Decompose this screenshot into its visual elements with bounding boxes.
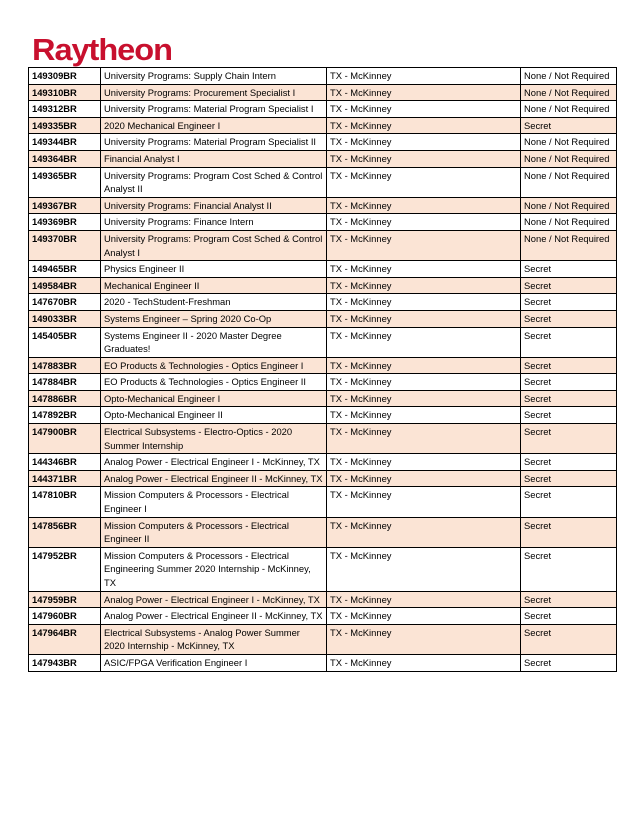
job-title-cell: University Programs: Procurement Specialist I	[101, 84, 327, 101]
table-row	[29, 84, 617, 101]
table-row	[29, 150, 617, 167]
requisition-id-cell: 147810BR	[29, 487, 101, 517]
requisition-id-cell: 149335BR	[29, 117, 101, 134]
table-row	[29, 134, 617, 151]
requisition-id-cell: 149309BR	[29, 68, 101, 85]
table-row	[29, 294, 617, 311]
clearance-cell: None / Not Required	[521, 230, 617, 260]
table-row	[29, 407, 617, 424]
job-title-cell: Systems Engineer – Spring 2020 Co-Op	[101, 310, 327, 327]
clearance-cell: None / Not Required	[521, 214, 617, 231]
clearance-cell: None / Not Required	[521, 101, 617, 118]
location-cell: TX - McKinney	[327, 517, 521, 547]
table-row	[29, 390, 617, 407]
clearance-cell: Secret	[521, 624, 617, 654]
table-row	[29, 261, 617, 278]
location-cell: TX - McKinney	[327, 374, 521, 391]
requisition-id-cell: 149365BR	[29, 167, 101, 197]
location-cell: TX - McKinney	[327, 407, 521, 424]
table-row	[29, 374, 617, 391]
job-title-cell: Systems Engineer II - 2020 Master Degree Graduates!	[101, 327, 327, 357]
raytheon-logo: Raytheon	[32, 32, 172, 67]
location-cell: TX - McKinney	[327, 277, 521, 294]
clearance-cell: Secret	[521, 294, 617, 311]
job-title-cell: Physics Engineer II	[101, 261, 327, 278]
requisition-id-cell: 147943BR	[29, 654, 101, 671]
clearance-cell: Secret	[521, 517, 617, 547]
requisition-id-cell: 149369BR	[29, 214, 101, 231]
location-cell: TX - McKinney	[327, 117, 521, 134]
table-row	[29, 454, 617, 471]
job-title-cell: Mechanical Engineer II	[101, 277, 327, 294]
clearance-cell: Secret	[521, 608, 617, 625]
requisition-id-cell: 149370BR	[29, 230, 101, 260]
location-cell: TX - McKinney	[327, 68, 521, 85]
table-row	[29, 487, 617, 517]
requisition-id-cell: 147900BR	[29, 424, 101, 454]
requisition-id-cell: 147952BR	[29, 547, 101, 591]
job-title-cell: ASIC/FPGA Verification Engineer I	[101, 654, 327, 671]
clearance-cell: Secret	[521, 424, 617, 454]
location-cell: TX - McKinney	[327, 591, 521, 608]
requisition-id-cell: 149344BR	[29, 134, 101, 151]
clearance-cell: Secret	[521, 277, 617, 294]
table-row	[29, 197, 617, 214]
requisition-id-cell: 149364BR	[29, 150, 101, 167]
requisition-id-cell: 147856BR	[29, 517, 101, 547]
job-title-cell: 2020 - TechStudent-Freshman	[101, 294, 327, 311]
job-listing-table	[28, 67, 617, 672]
requisition-id-cell: 149310BR	[29, 84, 101, 101]
job-title-cell: University Programs: Supply Chain Intern	[101, 68, 327, 85]
requisition-id-cell: 147964BR	[29, 624, 101, 654]
clearance-cell: Secret	[521, 390, 617, 407]
clearance-cell: None / Not Required	[521, 134, 617, 151]
job-title-cell: University Programs: Program Cost Sched & Control Analyst I	[101, 230, 327, 260]
clearance-cell: None / Not Required	[521, 167, 617, 197]
location-cell: TX - McKinney	[327, 470, 521, 487]
requisition-id-cell: 149367BR	[29, 197, 101, 214]
location-cell: TX - McKinney	[327, 150, 521, 167]
clearance-cell: Secret	[521, 487, 617, 517]
job-title-cell: Electrical Subsystems - Analog Power Summer 2020 Internship - McKinney, TX	[101, 624, 327, 654]
clearance-cell: Secret	[521, 327, 617, 357]
clearance-cell: Secret	[521, 454, 617, 471]
table-row	[29, 277, 617, 294]
job-title-cell: University Programs: Finance Intern	[101, 214, 327, 231]
table-row	[29, 117, 617, 134]
clearance-cell: Secret	[521, 654, 617, 671]
table-row	[29, 310, 617, 327]
location-cell: TX - McKinney	[327, 357, 521, 374]
clearance-cell: Secret	[521, 357, 617, 374]
clearance-cell: None / Not Required	[521, 150, 617, 167]
job-title-cell: Electrical Subsystems - Electro-Optics - 2020 Summer Internship	[101, 424, 327, 454]
table-row	[29, 357, 617, 374]
requisition-id-cell: 147892BR	[29, 407, 101, 424]
clearance-cell: Secret	[521, 547, 617, 591]
clearance-cell: Secret	[521, 591, 617, 608]
table-row	[29, 424, 617, 454]
job-title-cell: Analog Power - Electrical Engineer I - McKinney, TX	[101, 591, 327, 608]
requisition-id-cell: 149465BR	[29, 261, 101, 278]
requisition-id-cell: 149312BR	[29, 101, 101, 118]
clearance-cell: Secret	[521, 117, 617, 134]
job-title-cell: Analog Power - Electrical Engineer I - McKinney, TX	[101, 454, 327, 471]
location-cell: TX - McKinney	[327, 214, 521, 231]
location-cell: TX - McKinney	[327, 134, 521, 151]
location-cell: TX - McKinney	[327, 424, 521, 454]
job-title-cell: Opto-Mechanical Engineer I	[101, 390, 327, 407]
job-listing-rows	[29, 68, 617, 672]
location-cell: TX - McKinney	[327, 197, 521, 214]
requisition-id-cell: 147670BR	[29, 294, 101, 311]
job-title-cell: EO Products & Technologies - Optics Engineer II	[101, 374, 327, 391]
job-title-cell: EO Products & Technologies - Optics Engineer I	[101, 357, 327, 374]
location-cell: TX - McKinney	[327, 390, 521, 407]
table-row	[29, 230, 617, 260]
clearance-cell: Secret	[521, 470, 617, 487]
location-cell: TX - McKinney	[327, 101, 521, 118]
location-cell: TX - McKinney	[327, 230, 521, 260]
clearance-cell: Secret	[521, 374, 617, 391]
clearance-cell: Secret	[521, 261, 617, 278]
job-title-cell: University Programs: Program Cost Sched & Control Analyst II	[101, 167, 327, 197]
clearance-cell: None / Not Required	[521, 68, 617, 85]
location-cell: TX - McKinney	[327, 654, 521, 671]
requisition-id-cell: 144346BR	[29, 454, 101, 471]
table-row	[29, 101, 617, 118]
location-cell: TX - McKinney	[327, 261, 521, 278]
location-cell: TX - McKinney	[327, 487, 521, 517]
requisition-id-cell: 147959BR	[29, 591, 101, 608]
requisition-id-cell: 147884BR	[29, 374, 101, 391]
location-cell: TX - McKinney	[327, 608, 521, 625]
table-row	[29, 591, 617, 608]
requisition-id-cell: 145405BR	[29, 327, 101, 357]
job-title-cell: University Programs: Financial Analyst II	[101, 197, 327, 214]
clearance-cell: None / Not Required	[521, 197, 617, 214]
job-title-cell: Analog Power - Electrical Engineer II - McKinney, TX	[101, 470, 327, 487]
requisition-id-cell: 147960BR	[29, 608, 101, 625]
requisition-id-cell: 147883BR	[29, 357, 101, 374]
requisition-id-cell: 144371BR	[29, 470, 101, 487]
location-cell: TX - McKinney	[327, 294, 521, 311]
job-title-cell: Mission Computers & Processors - Electrical Engineer I	[101, 487, 327, 517]
location-cell: TX - McKinney	[327, 167, 521, 197]
job-title-cell: Mission Computers & Processors - Electrical Engineering Summer 2020 Internship - McKinney, TX	[101, 547, 327, 591]
table-row	[29, 624, 617, 654]
table-row	[29, 327, 617, 357]
table-row	[29, 167, 617, 197]
table-row	[29, 608, 617, 625]
table-row	[29, 470, 617, 487]
clearance-cell: Secret	[521, 310, 617, 327]
clearance-cell: Secret	[521, 407, 617, 424]
location-cell: TX - McKinney	[327, 454, 521, 471]
clearance-cell: None / Not Required	[521, 84, 617, 101]
requisition-id-cell: 147886BR	[29, 390, 101, 407]
table-row	[29, 517, 617, 547]
location-cell: TX - McKinney	[327, 624, 521, 654]
table-row	[29, 547, 617, 591]
job-title-cell: Opto-Mechanical Engineer II	[101, 407, 327, 424]
job-title-cell: University Programs: Material Program Specialist I	[101, 101, 327, 118]
job-title-cell: 2020 Mechanical Engineer I	[101, 117, 327, 134]
job-title-cell: University Programs: Material Program Specialist II	[101, 134, 327, 151]
location-cell: TX - McKinney	[327, 547, 521, 591]
location-cell: TX - McKinney	[327, 327, 521, 357]
requisition-id-cell: 149584BR	[29, 277, 101, 294]
job-title-cell: Analog Power - Electrical Engineer II - McKinney, TX	[101, 608, 327, 625]
requisition-id-cell: 149033BR	[29, 310, 101, 327]
table-row	[29, 214, 617, 231]
location-cell: TX - McKinney	[327, 310, 521, 327]
job-title-cell: Mission Computers & Processors - Electrical Engineer II	[101, 517, 327, 547]
table-row	[29, 68, 617, 85]
location-cell: TX - McKinney	[327, 84, 521, 101]
job-title-cell: Financial Analyst I	[101, 150, 327, 167]
table-row	[29, 654, 617, 671]
